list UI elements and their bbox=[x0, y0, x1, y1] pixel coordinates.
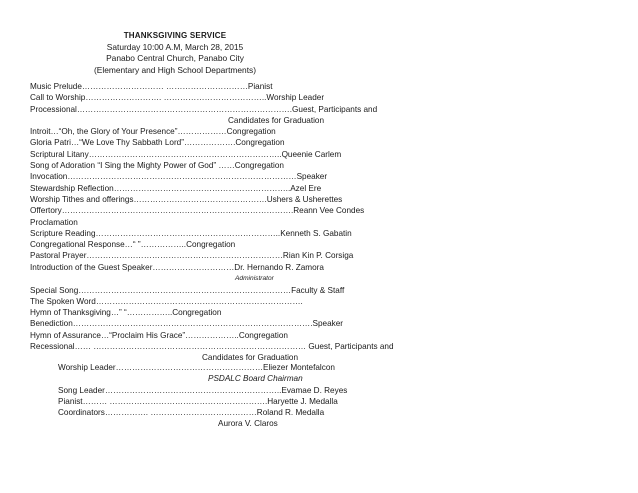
program-item-scriptural-litany: Scriptural Litany……………………………………………………………..Queenie Carlem bbox=[30, 149, 342, 159]
program-item-gloria-patri: Gloria Patri…“We Love Thy Sabbath Lord”……………….Congregation bbox=[30, 138, 285, 148]
program-item-recessional-cont: Candidates for Graduation bbox=[202, 353, 299, 363]
speaker-role: Administrator bbox=[235, 275, 274, 283]
leader-coordinators-cont: Aurora V. Claros bbox=[218, 419, 278, 429]
program-item-special-song: Special Song……………………………………………………………………Faculty & Staff bbox=[30, 285, 345, 295]
program-item-proclamation: Proclamation bbox=[30, 217, 78, 227]
program-item-benediction: Benediction…………………………………………………………………………….Speaker bbox=[30, 319, 343, 329]
program-item-stewardship: Stewardship Reflection………………………………………………………..Azel Ere bbox=[30, 183, 322, 193]
leader-pianist: Pianist……… ………………………………………………….Haryette J. Medalla bbox=[58, 396, 338, 406]
program-item-invocation: Invocation…………………………………………………………………………Speaker bbox=[30, 172, 328, 182]
program-item-congregational-response: Congregational Response…“ ”……………..Congregation bbox=[30, 240, 236, 250]
leader-worship: Worship Leader………………………………………………Eliezer Montefalcon bbox=[58, 363, 335, 372]
service-venue: Panabo Central Church, Panabo City bbox=[106, 53, 244, 64]
program-item-song-of-adoration: Song of Adoration “I Sing the Mighty Power of God” ……Congregation bbox=[30, 161, 284, 171]
program-item-processional-cont: Candidates for Graduation bbox=[228, 115, 325, 125]
program-item-processional: Processional…………………………………………………………………….Guest, Participants and bbox=[30, 104, 378, 114]
program-item-offertory: Offertory………………………………………………………………………….Reann Vee Condes bbox=[30, 206, 365, 216]
program-item-pastoral-prayer: Pastoral Prayer………………………………………………………………Rian Kin P. Corsiga bbox=[30, 251, 354, 261]
leader-song: Song Leader………………………………………………………..Evamae D. Reyes bbox=[58, 385, 348, 395]
program-item-recessional: Recessional…… …………………………………………………………………… Guest, Participants and bbox=[30, 342, 394, 352]
program-item-call-to-worship: Call to Worship………………………. ………………………………..Worship Leader bbox=[30, 93, 325, 103]
service-leaders bbox=[58, 362, 347, 430]
service-departments: (Elementary and High School Departments) bbox=[94, 64, 256, 75]
program-item-introit: Introit…“Oh, the Glory of Your Presence”………………Congregation bbox=[30, 127, 276, 137]
program-item-hymn-of-thanksgiving: Hymn of Thanksgiving…” “……………..Congregation bbox=[30, 308, 222, 318]
program-item-guest-speaker-intro: Introduction of the Guest Speaker…………………………Dr. Hernando R. Zamora bbox=[30, 262, 324, 272]
service-title: THANKSGIVING SERVICE bbox=[123, 31, 227, 40]
order-of-service bbox=[30, 81, 394, 364]
leader-coordinators: Coordinators……………. …………………………………Roland R. Medalla bbox=[58, 408, 325, 418]
program-item-scripture-reading: Scripture Reading…………………………………………………………..Kenneth S. Gabatin bbox=[30, 228, 352, 238]
leader-worship-role: PSDALC Board Chairman bbox=[208, 374, 303, 384]
program-header bbox=[0, 30, 350, 76]
service-date: Saturday 10:00 A.M, March 28, 2015 bbox=[106, 42, 244, 52]
program-item-hymn-of-assurance: Hymn of Assurance…“Proclaim His Grace”………………..Congregation bbox=[30, 330, 288, 340]
program-item-spoken-word: The Spoken Word…………………………………………………………………. bbox=[30, 296, 303, 306]
program-item-tithes: Worship Tithes and offerings………………………………………….Ushers & Usherettes bbox=[30, 194, 343, 204]
program-item-music-prelude: Music Prelude………………………… …………………………Pianist bbox=[30, 82, 273, 91]
